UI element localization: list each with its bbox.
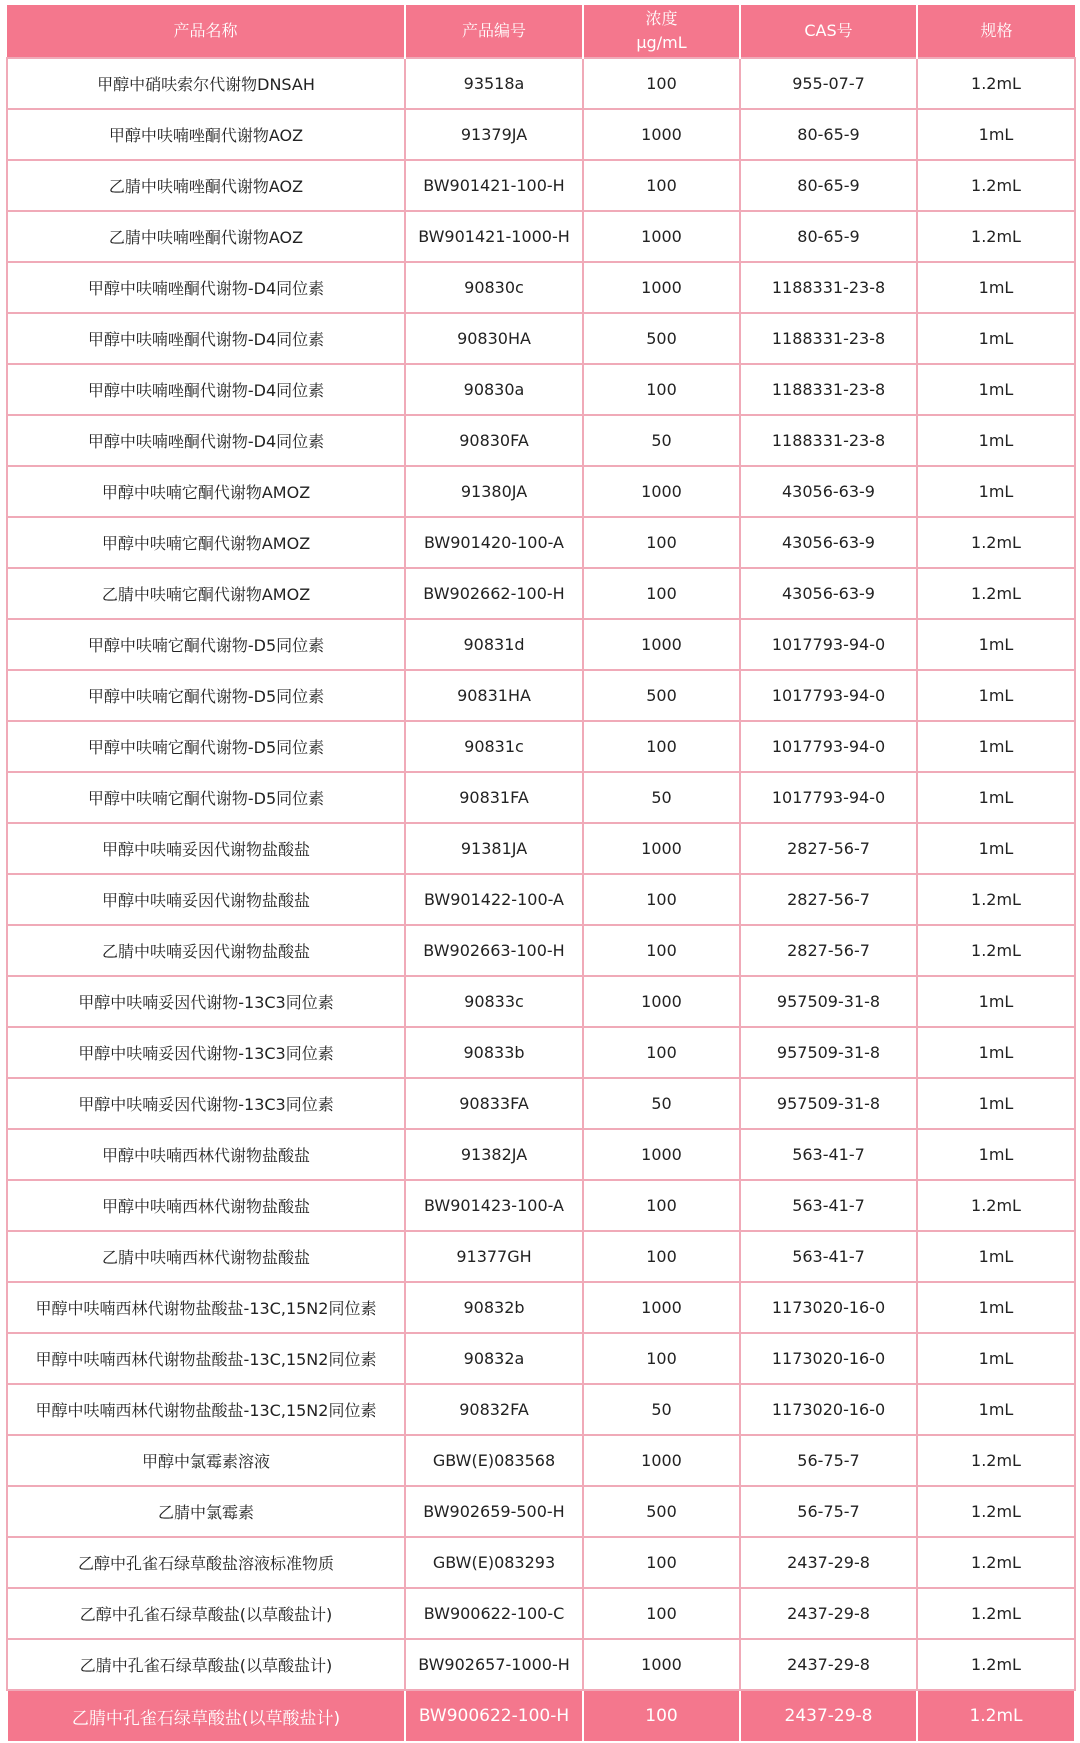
header-product-name: 产品名称 bbox=[7, 5, 405, 58]
cell-product-name: 甲醇中呋喃妥因代谢物盐酸盐 bbox=[7, 874, 405, 925]
table-row bbox=[7, 1639, 1075, 1690]
cell-product-code: 91381JA bbox=[405, 823, 583, 874]
cell-cas-number: 2827-56-7 bbox=[740, 925, 917, 976]
cell-cas-number: 43056-63-9 bbox=[740, 517, 917, 568]
cell-cas-number: 80-65-9 bbox=[740, 211, 917, 262]
cell-cas-number: 2827-56-7 bbox=[740, 823, 917, 874]
cell-product-code: 90832a bbox=[405, 1333, 583, 1384]
cell-concentration: 100 bbox=[583, 721, 740, 772]
cell-specification: 1mL bbox=[917, 1129, 1075, 1180]
cell-product-code: 93518a bbox=[405, 58, 583, 109]
cell-product-code: BW902663-100-H bbox=[405, 925, 583, 976]
cell-product-name: 甲醇中呋喃西林代谢物盐酸盐 bbox=[7, 1180, 405, 1231]
table-row bbox=[7, 1180, 1075, 1231]
cell-product-name: 乙腈中呋喃唑酮代谢物AOZ bbox=[7, 211, 405, 262]
cell-specification: 1mL bbox=[917, 619, 1075, 670]
cell-cas-number: 56-75-7 bbox=[740, 1435, 917, 1486]
table-row bbox=[7, 925, 1075, 976]
cell-product-name: 甲醇中呋喃唑酮代谢物-D4同位素 bbox=[7, 262, 405, 313]
cell-concentration: 50 bbox=[583, 1384, 740, 1435]
cell-concentration: 1000 bbox=[583, 1282, 740, 1333]
cell-cas-number: 2437-29-8 bbox=[740, 1588, 917, 1639]
cell-product-code: 91377GH bbox=[405, 1231, 583, 1282]
cell-product-name: 甲醇中呋喃西林代谢物盐酸盐 bbox=[7, 1129, 405, 1180]
header-cas-number: CAS号 bbox=[740, 5, 917, 58]
cell-product-name: 乙腈中呋喃它酮代谢物AMOZ bbox=[7, 568, 405, 619]
cell-product-name: 乙腈中呋喃西林代谢物盐酸盐 bbox=[7, 1231, 405, 1282]
cell-product-code: 90832b bbox=[405, 1282, 583, 1333]
cell-concentration: 500 bbox=[583, 670, 740, 721]
table-row bbox=[7, 721, 1075, 772]
table-row bbox=[7, 466, 1075, 517]
cell-product-name: 甲醇中呋喃唑酮代谢物-D4同位素 bbox=[7, 364, 405, 415]
cell-specification: 1.2mL bbox=[917, 58, 1075, 109]
cell-specification: 1mL bbox=[917, 415, 1075, 466]
cell-concentration: 100 bbox=[583, 1690, 740, 1742]
cell-concentration: 1000 bbox=[583, 262, 740, 313]
product-table-container bbox=[6, 5, 1074, 1743]
cell-concentration: 100 bbox=[583, 1180, 740, 1231]
cell-specification: 1mL bbox=[917, 109, 1075, 160]
cell-cas-number: 2437-29-8 bbox=[740, 1537, 917, 1588]
cell-specification: 1.2mL bbox=[917, 517, 1075, 568]
table-row bbox=[7, 823, 1075, 874]
cell-product-code: BW901421-100-H bbox=[405, 160, 583, 211]
cell-concentration: 100 bbox=[583, 517, 740, 568]
cell-concentration: 100 bbox=[583, 925, 740, 976]
table-row bbox=[7, 415, 1075, 466]
cell-product-code: 90830FA bbox=[405, 415, 583, 466]
table-row bbox=[7, 1384, 1075, 1435]
table-row bbox=[7, 1690, 1075, 1742]
cell-cas-number: 1173020-16-0 bbox=[740, 1333, 917, 1384]
cell-product-name: 甲醇中呋喃它酮代谢物-D5同位素 bbox=[7, 772, 405, 823]
cell-product-code: GBW(E)083568 bbox=[405, 1435, 583, 1486]
cell-cas-number: 1188331-23-8 bbox=[740, 313, 917, 364]
cell-product-name: 甲醇中呋喃妥因代谢物-13C3同位素 bbox=[7, 1027, 405, 1078]
cell-specification: 1mL bbox=[917, 721, 1075, 772]
cell-cas-number: 955-07-7 bbox=[740, 58, 917, 109]
cell-product-name: 甲醇中呋喃它酮代谢物-D5同位素 bbox=[7, 721, 405, 772]
cell-product-name: 甲醇中呋喃妥因代谢物-13C3同位素 bbox=[7, 976, 405, 1027]
cell-product-name: 甲醇中氯霉素溶液 bbox=[7, 1435, 405, 1486]
cell-concentration: 100 bbox=[583, 364, 740, 415]
cell-cas-number: 43056-63-9 bbox=[740, 568, 917, 619]
cell-cas-number: 563-41-7 bbox=[740, 1231, 917, 1282]
cell-product-code: 90833b bbox=[405, 1027, 583, 1078]
table-row bbox=[7, 874, 1075, 925]
cell-cas-number: 2827-56-7 bbox=[740, 874, 917, 925]
cell-specification: 1.2mL bbox=[917, 1639, 1075, 1690]
cell-specification: 1mL bbox=[917, 1282, 1075, 1333]
cell-product-code: 90831c bbox=[405, 721, 583, 772]
table-row bbox=[7, 670, 1075, 721]
table-row bbox=[7, 1027, 1075, 1078]
header-row bbox=[7, 5, 1075, 58]
cell-product-code: GBW(E)083293 bbox=[405, 1537, 583, 1588]
table-header bbox=[7, 5, 1075, 58]
cell-cas-number: 80-65-9 bbox=[740, 109, 917, 160]
table-row bbox=[7, 1078, 1075, 1129]
cell-specification: 1.2mL bbox=[917, 568, 1075, 619]
cell-specification: 1.2mL bbox=[917, 211, 1075, 262]
cell-product-name: 甲醇中呋喃西林代谢物盐酸盐-13C,15N2同位素 bbox=[7, 1384, 405, 1435]
cell-concentration: 50 bbox=[583, 772, 740, 823]
cell-product-code: BW901420-100-A bbox=[405, 517, 583, 568]
cell-specification: 1mL bbox=[917, 1384, 1075, 1435]
cell-cas-number: 1188331-23-8 bbox=[740, 364, 917, 415]
cell-specification: 1.2mL bbox=[917, 1690, 1075, 1742]
table-row bbox=[7, 1486, 1075, 1537]
cell-specification: 1mL bbox=[917, 823, 1075, 874]
cell-specification: 1.2mL bbox=[917, 925, 1075, 976]
cell-concentration: 100 bbox=[583, 1231, 740, 1282]
cell-product-name: 乙醇中孔雀石绿草酸盐溶液标准物质 bbox=[7, 1537, 405, 1588]
table-row bbox=[7, 1333, 1075, 1384]
table-row bbox=[7, 517, 1075, 568]
cell-cas-number: 957509-31-8 bbox=[740, 1078, 917, 1129]
cell-concentration: 500 bbox=[583, 1486, 740, 1537]
table-row bbox=[7, 1588, 1075, 1639]
table-row bbox=[7, 313, 1075, 364]
cell-specification: 1mL bbox=[917, 1078, 1075, 1129]
cell-product-code: 90833c bbox=[405, 976, 583, 1027]
cell-product-name: 甲醇中硝呋索尔代谢物DNSAH bbox=[7, 58, 405, 109]
cell-specification: 1.2mL bbox=[917, 1537, 1075, 1588]
cell-cas-number: 563-41-7 bbox=[740, 1129, 917, 1180]
cell-concentration: 100 bbox=[583, 160, 740, 211]
cell-specification: 1mL bbox=[917, 976, 1075, 1027]
cell-concentration: 100 bbox=[583, 1537, 740, 1588]
table-row bbox=[7, 58, 1075, 109]
cell-product-name: 乙腈中呋喃妥因代谢物盐酸盐 bbox=[7, 925, 405, 976]
cell-specification: 1.2mL bbox=[917, 1486, 1075, 1537]
table-row bbox=[7, 1231, 1075, 1282]
table-row bbox=[7, 364, 1075, 415]
cell-concentration: 500 bbox=[583, 313, 740, 364]
cell-product-name: 甲醇中呋喃它酮代谢物AMOZ bbox=[7, 466, 405, 517]
cell-cas-number: 43056-63-9 bbox=[740, 466, 917, 517]
cell-product-name: 甲醇中呋喃西林代谢物盐酸盐-13C,15N2同位素 bbox=[7, 1333, 405, 1384]
cell-specification: 1.2mL bbox=[917, 1435, 1075, 1486]
cell-concentration: 100 bbox=[583, 568, 740, 619]
cell-concentration: 50 bbox=[583, 415, 740, 466]
cell-concentration: 1000 bbox=[583, 109, 740, 160]
cell-concentration: 1000 bbox=[583, 823, 740, 874]
cell-cas-number: 2437-29-8 bbox=[740, 1639, 917, 1690]
cell-product-code: BW901423-100-A bbox=[405, 1180, 583, 1231]
cell-product-code: BW902657-1000-H bbox=[405, 1639, 583, 1690]
cell-product-name: 乙腈中氯霉素 bbox=[7, 1486, 405, 1537]
cell-cas-number: 1017793-94-0 bbox=[740, 772, 917, 823]
cell-product-code: BW901422-100-A bbox=[405, 874, 583, 925]
table-row bbox=[7, 1282, 1075, 1333]
cell-cas-number: 563-41-7 bbox=[740, 1180, 917, 1231]
cell-product-name: 甲醇中呋喃唑酮代谢物-D4同位素 bbox=[7, 313, 405, 364]
cell-product-name: 甲醇中呋喃它酮代谢物AMOZ bbox=[7, 517, 405, 568]
cell-specification: 1mL bbox=[917, 1231, 1075, 1282]
cell-cas-number: 957509-31-8 bbox=[740, 976, 917, 1027]
cell-product-name: 甲醇中呋喃它酮代谢物-D5同位素 bbox=[7, 670, 405, 721]
cell-product-code: 90833FA bbox=[405, 1078, 583, 1129]
cell-cas-number: 1188331-23-8 bbox=[740, 415, 917, 466]
cell-specification: 1mL bbox=[917, 313, 1075, 364]
cell-specification: 1mL bbox=[917, 772, 1075, 823]
table-row bbox=[7, 619, 1075, 670]
cell-product-code: 90831d bbox=[405, 619, 583, 670]
cell-product-code: 90831HA bbox=[405, 670, 583, 721]
cell-cas-number: 1017793-94-0 bbox=[740, 721, 917, 772]
table-row bbox=[7, 109, 1075, 160]
cell-cas-number: 56-75-7 bbox=[740, 1486, 917, 1537]
cell-product-name: 甲醇中呋喃西林代谢物盐酸盐-13C,15N2同位素 bbox=[7, 1282, 405, 1333]
product-table bbox=[6, 5, 1076, 1743]
cell-cas-number: 957509-31-8 bbox=[740, 1027, 917, 1078]
table-body bbox=[7, 58, 1075, 1742]
cell-specification: 1mL bbox=[917, 364, 1075, 415]
table-row bbox=[7, 1435, 1075, 1486]
cell-product-code: BW900622-100-H bbox=[405, 1690, 583, 1742]
table-row bbox=[7, 1537, 1075, 1588]
header-concentration: 浓度 μg/mL bbox=[583, 5, 740, 58]
table-row bbox=[7, 568, 1075, 619]
cell-cas-number: 1017793-94-0 bbox=[740, 619, 917, 670]
cell-concentration: 1000 bbox=[583, 466, 740, 517]
cell-product-name: 甲醇中呋喃妥因代谢物-13C3同位素 bbox=[7, 1078, 405, 1129]
table-row bbox=[7, 1129, 1075, 1180]
table-row bbox=[7, 772, 1075, 823]
cell-product-name: 乙醇中孔雀石绿草酸盐(以草酸盐计) bbox=[7, 1588, 405, 1639]
table-row bbox=[7, 211, 1075, 262]
cell-product-code: BW902659-500-H bbox=[405, 1486, 583, 1537]
cell-product-code: 91380JA bbox=[405, 466, 583, 517]
cell-product-code: BW901421-1000-H bbox=[405, 211, 583, 262]
cell-product-name: 甲醇中呋喃妥因代谢物盐酸盐 bbox=[7, 823, 405, 874]
cell-concentration: 1000 bbox=[583, 619, 740, 670]
cell-concentration: 100 bbox=[583, 1027, 740, 1078]
cell-cas-number: 80-65-9 bbox=[740, 160, 917, 211]
cell-product-code: 90831FA bbox=[405, 772, 583, 823]
cell-product-code: 90830HA bbox=[405, 313, 583, 364]
cell-cas-number: 1017793-94-0 bbox=[740, 670, 917, 721]
cell-product-name: 乙腈中孔雀石绿草酸盐(以草酸盐计) bbox=[7, 1639, 405, 1690]
cell-concentration: 100 bbox=[583, 1333, 740, 1384]
cell-product-name: 甲醇中呋喃唑酮代谢物-D4同位素 bbox=[7, 415, 405, 466]
header-specification: 规格 bbox=[917, 5, 1075, 58]
cell-product-code: BW902662-100-H bbox=[405, 568, 583, 619]
cell-product-name: 甲醇中呋喃它酮代谢物-D5同位素 bbox=[7, 619, 405, 670]
cell-cas-number: 1173020-16-0 bbox=[740, 1384, 917, 1435]
cell-specification: 1mL bbox=[917, 1027, 1075, 1078]
cell-cas-number: 2437-29-8 bbox=[740, 1690, 917, 1742]
cell-product-code: 90830c bbox=[405, 262, 583, 313]
cell-specification: 1mL bbox=[917, 262, 1075, 313]
cell-product-code: 90830a bbox=[405, 364, 583, 415]
cell-concentration: 1000 bbox=[583, 1639, 740, 1690]
cell-specification: 1mL bbox=[917, 1333, 1075, 1384]
cell-concentration: 1000 bbox=[583, 976, 740, 1027]
cell-product-name: 甲醇中呋喃唑酮代谢物AOZ bbox=[7, 109, 405, 160]
table-row bbox=[7, 160, 1075, 211]
cell-cas-number: 1173020-16-0 bbox=[740, 1282, 917, 1333]
cell-concentration: 100 bbox=[583, 58, 740, 109]
header-product-code: 产品编号 bbox=[405, 5, 583, 58]
cell-concentration: 100 bbox=[583, 874, 740, 925]
cell-specification: 1.2mL bbox=[917, 1180, 1075, 1231]
cell-concentration: 1000 bbox=[583, 1435, 740, 1486]
cell-concentration: 50 bbox=[583, 1078, 740, 1129]
cell-product-code: 90832FA bbox=[405, 1384, 583, 1435]
cell-product-name: 乙腈中孔雀石绿草酸盐(以草酸盐计) bbox=[7, 1690, 405, 1742]
cell-specification: 1mL bbox=[917, 466, 1075, 517]
cell-product-name: 乙腈中呋喃唑酮代谢物AOZ bbox=[7, 160, 405, 211]
cell-product-code: 91379JA bbox=[405, 109, 583, 160]
cell-product-code: 91382JA bbox=[405, 1129, 583, 1180]
table-row bbox=[7, 976, 1075, 1027]
cell-concentration: 1000 bbox=[583, 1129, 740, 1180]
cell-cas-number: 1188331-23-8 bbox=[740, 262, 917, 313]
cell-concentration: 100 bbox=[583, 1588, 740, 1639]
cell-product-code: BW900622-100-C bbox=[405, 1588, 583, 1639]
cell-specification: 1.2mL bbox=[917, 874, 1075, 925]
cell-specification: 1mL bbox=[917, 670, 1075, 721]
table-row bbox=[7, 262, 1075, 313]
cell-concentration: 1000 bbox=[583, 211, 740, 262]
cell-specification: 1.2mL bbox=[917, 160, 1075, 211]
cell-specification: 1.2mL bbox=[917, 1588, 1075, 1639]
